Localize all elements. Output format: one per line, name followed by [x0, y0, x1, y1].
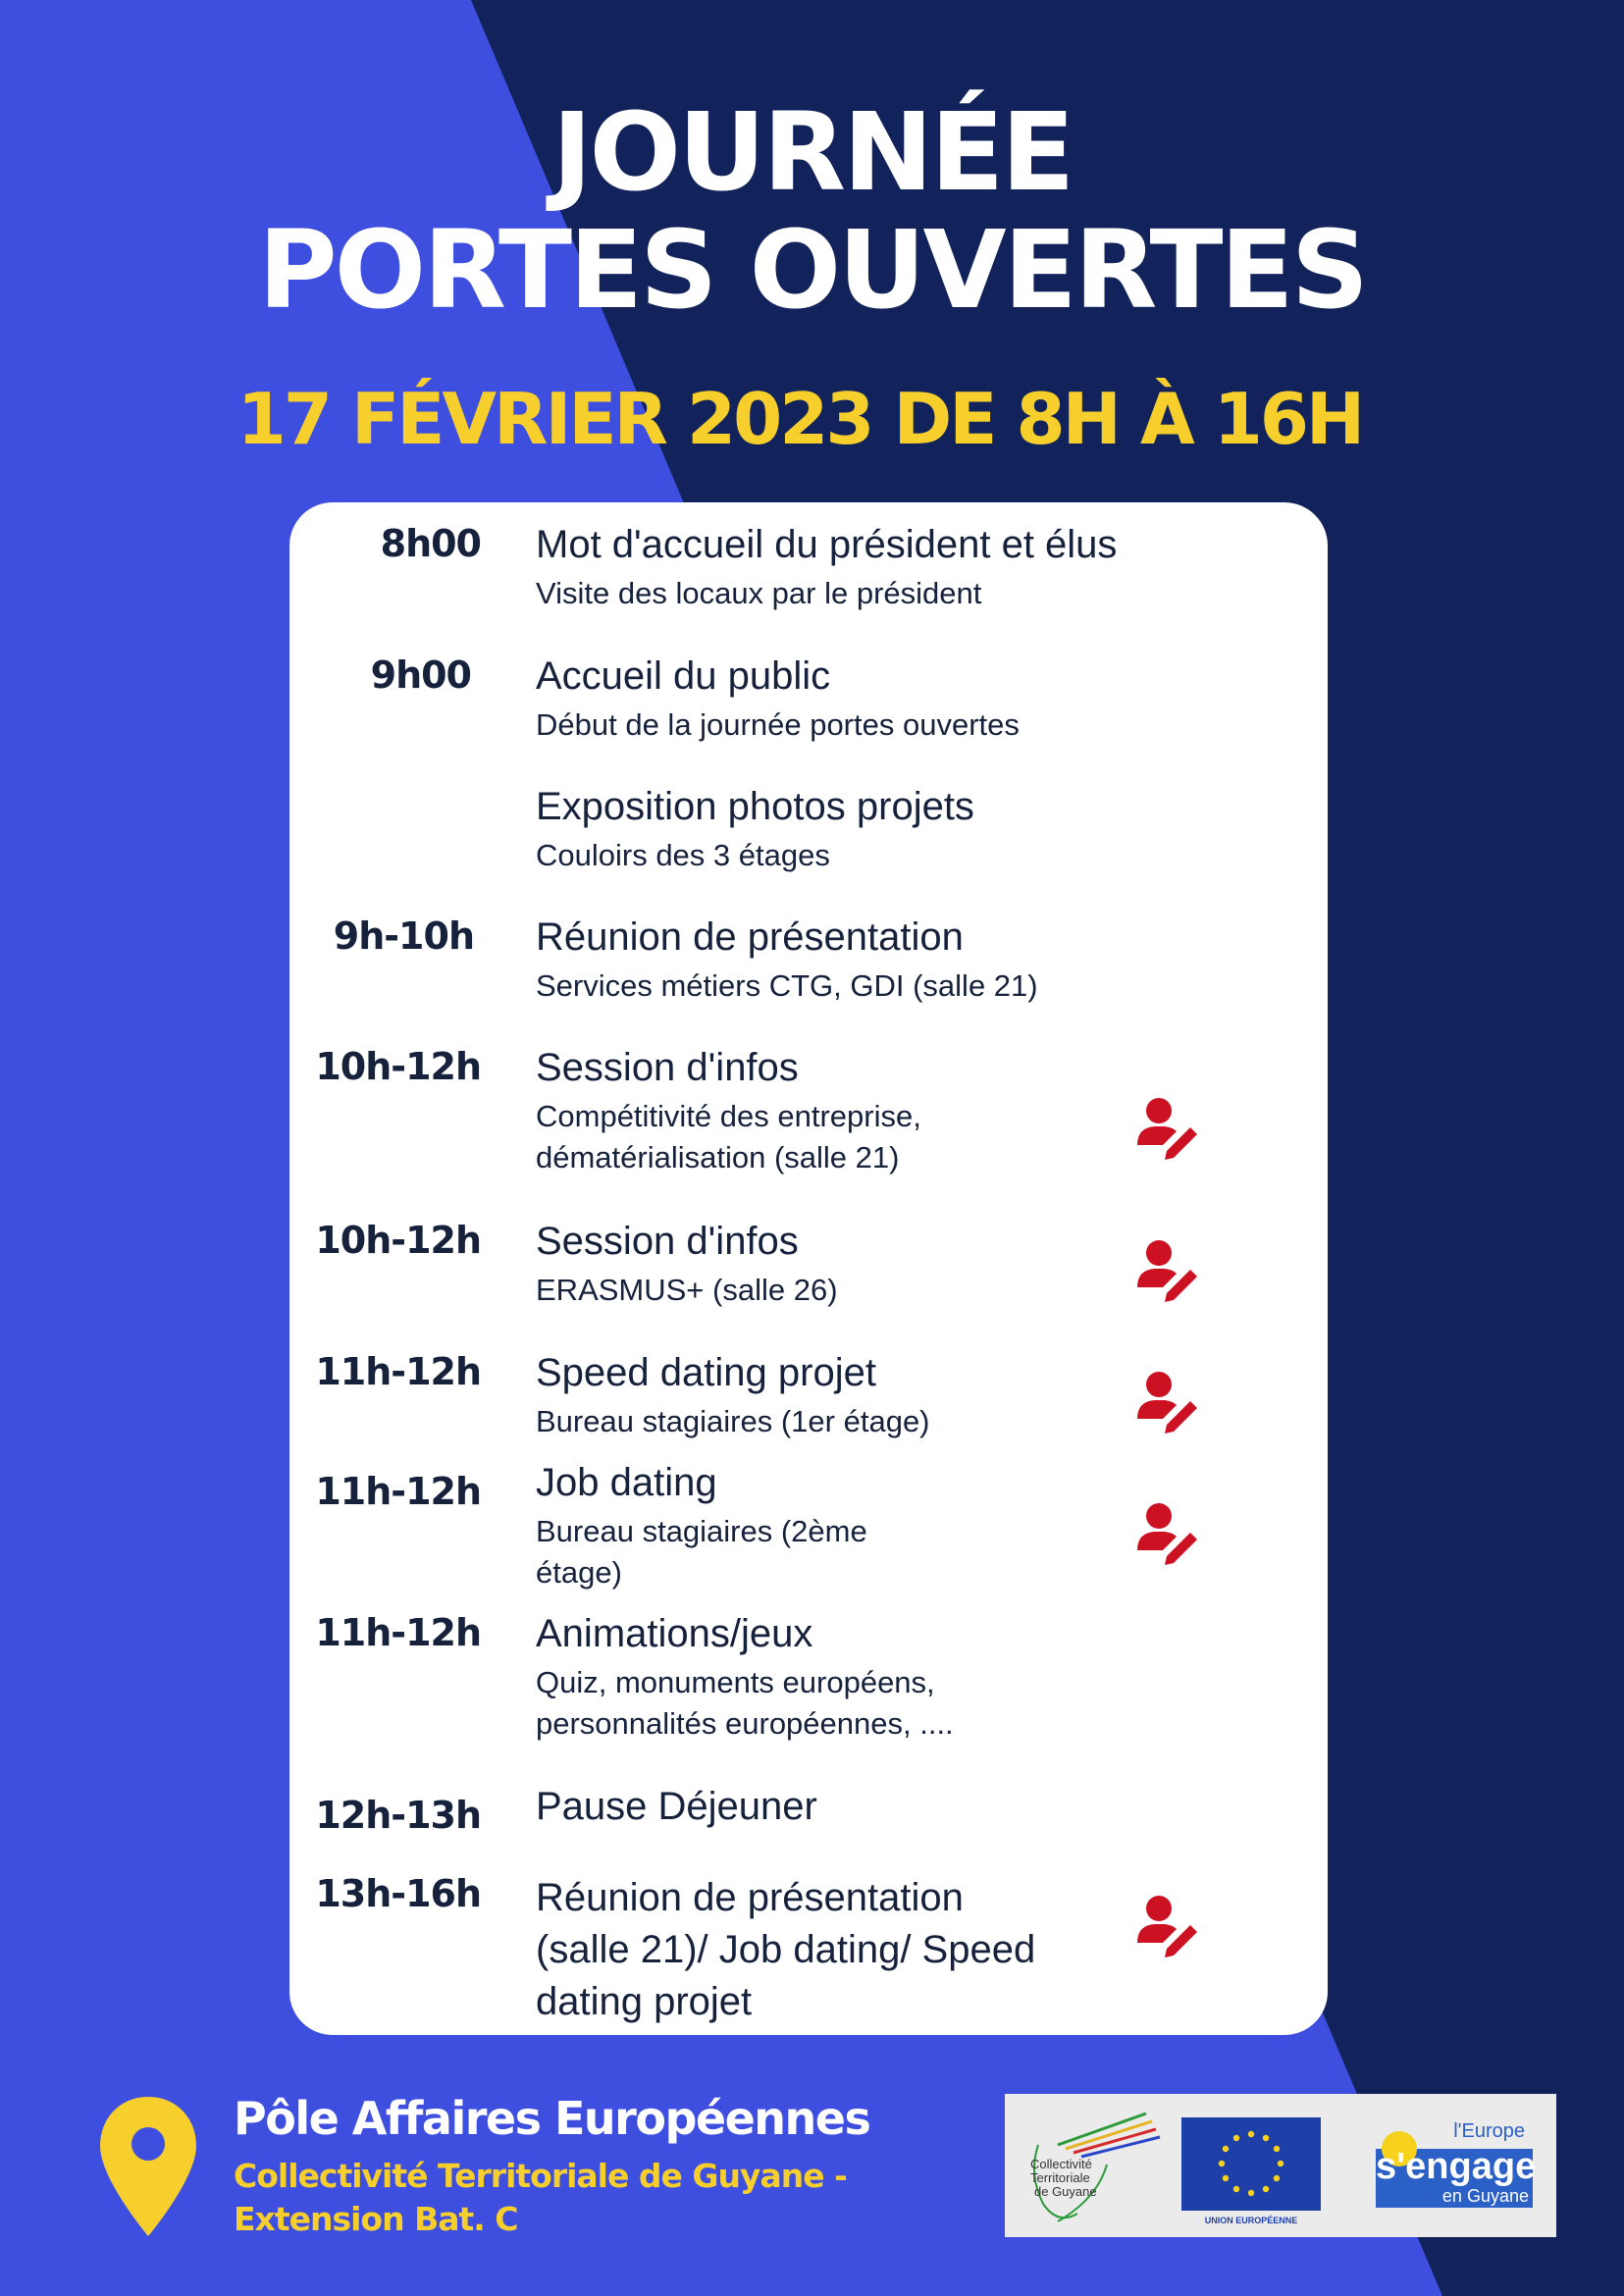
europe-engage-logo [1356, 2108, 1548, 2227]
schedule-time: 13h-16h [315, 1872, 481, 1915]
schedule-title: Pause Déjeuner [536, 1785, 817, 1828]
schedule-title-line: Réunion de présentation [536, 1876, 964, 1919]
ctg-logo-text-3: de Guyane [1034, 2184, 1097, 2199]
schedule-time: 11h-12h [315, 1611, 481, 1654]
partner-logos [1005, 2094, 1556, 2237]
address-line-2: Extension Bat. C [234, 2200, 518, 2238]
schedule-title [536, 1872, 1035, 2028]
eu-star [1278, 2161, 1283, 2166]
ctg-logo [1019, 2106, 1166, 2227]
eu-star [1274, 2146, 1280, 2152]
eu-star [1219, 2161, 1225, 2166]
schedule-title: Session d'infos [536, 1046, 799, 1089]
schedule-card [289, 502, 1328, 2035]
address-line-1: Collectivité Territoriale de Guyane - [234, 2157, 847, 2195]
schedule-title: Session d'infos [536, 1220, 799, 1263]
schedule-detail: Visite des locaux par le président [536, 576, 982, 610]
schedule-title-line: (salle 21)/ Job dating/ Speed [536, 1928, 1036, 1971]
organization-name: Pôle Affaires Européennes [234, 2092, 870, 2145]
registration-icon [1133, 1892, 1202, 1960]
eu-star [1263, 2135, 1269, 2141]
schedule-detail: Compétitivité des entreprise, [536, 1099, 921, 1133]
schedule-title: Accueil du public [536, 654, 831, 698]
schedule-detail: Quiz, monuments européens, [536, 1665, 935, 1699]
eu-star [1233, 2135, 1239, 2141]
eu-flag-logo [1181, 2117, 1321, 2227]
schedule-title: Réunion de présentation [536, 915, 964, 959]
schedule-detail: dématérialisation (salle 21) [536, 1140, 900, 1174]
registration-icon [1133, 1094, 1202, 1163]
eu-star [1263, 2186, 1269, 2192]
ctg-logo-text-2: Territoriale [1030, 2170, 1090, 2185]
schedule-time: 9h-10h [333, 914, 474, 958]
ctg-logo-text-1: Collectivité [1030, 2157, 1092, 2171]
schedule-time: 9h00 [370, 653, 471, 697]
location-pin-icon [96, 2093, 200, 2240]
engage-text-2: s'engage [1376, 2146, 1537, 2187]
schedule-time: 10h-12h [315, 1045, 481, 1088]
schedule-time: 10h-12h [315, 1219, 481, 1262]
eu-star [1223, 2175, 1229, 2181]
schedule-time: 8h00 [380, 522, 481, 565]
registration-icon [1133, 1368, 1202, 1436]
eu-star [1223, 2146, 1229, 2152]
eu-star [1233, 2186, 1239, 2192]
schedule-title-line: dating projet [536, 1980, 753, 2023]
schedule-detail: Bureau stagiaires (2ème [536, 1514, 867, 1548]
eu-star [1248, 2190, 1254, 2196]
schedule-time: 11h-12h [315, 1470, 481, 1513]
schedule-title: Speed dating projet [536, 1351, 876, 1394]
eu-star [1248, 2131, 1254, 2137]
schedule-detail: ERASMUS+ (salle 26) [536, 1273, 838, 1307]
registration-icon [1133, 1236, 1202, 1305]
schedule-detail: Bureau stagiaires (1er étage) [536, 1404, 930, 1438]
engage-text-1: l'Europe [1453, 2120, 1525, 2142]
schedule-detail: personnalités européennes, .... [536, 1706, 954, 1741]
event-date: 17 FÉVRIER 2023 DE 8H À 16H [236, 378, 1363, 460]
schedule-time: 11h-12h [315, 1350, 481, 1393]
schedule-title: Exposition photos projets [536, 785, 974, 828]
registration-icon [1133, 1499, 1202, 1568]
engage-text-3: en Guyane [1441, 2186, 1529, 2206]
schedule-detail: Début de la journée portes ouvertes [536, 707, 1020, 742]
schedule-time: 12h-13h [315, 1794, 481, 1837]
schedule-detail: Couloirs des 3 étages [536, 838, 830, 872]
eu-star [1274, 2175, 1280, 2181]
schedule-detail: étage) [536, 1555, 622, 1590]
schedule-title: Mot d'accueil du président et élus [536, 523, 1118, 566]
eu-label: UNION EUROPÉENNE [1204, 2216, 1298, 2225]
schedule-title: Job dating [536, 1461, 717, 1504]
title-line-2: PORTES OUVERTES [258, 207, 1366, 333]
title-line-1: JOURNÉE [551, 89, 1073, 215]
schedule-detail: Services métiers CTG, GDI (salle 21) [536, 968, 1038, 1003]
schedule-title: Animations/jeux [536, 1612, 813, 1655]
